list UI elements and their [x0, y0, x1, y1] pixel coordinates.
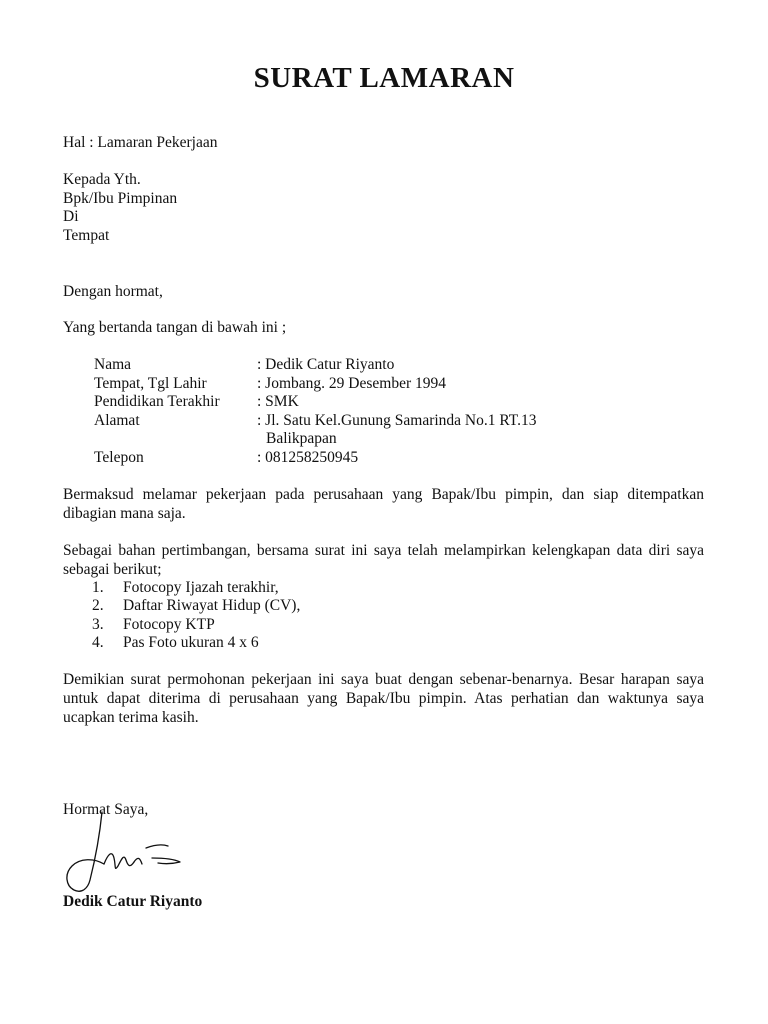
- detail-label-education: Pendidikan Terakhir: [94, 393, 220, 410]
- detail-value-name: : Dedik Catur Riyanto: [257, 356, 395, 373]
- detail-value-birth: : Jombang. 29 Desember 1994: [257, 375, 446, 392]
- detail-value-education: : SMK: [257, 393, 299, 410]
- list-item: Fotocopy KTP: [123, 616, 215, 633]
- list-item-number: 3.: [92, 616, 104, 633]
- greeting: Dengan hormat,: [63, 283, 163, 300]
- list-item-number: 1.: [92, 579, 104, 596]
- list-item-number: 4.: [92, 634, 104, 651]
- detail-label-address: Alamat: [94, 412, 140, 429]
- subject-line: Hal : Lamaran Pekerjaan: [63, 134, 218, 151]
- letter-title: SURAT LAMARAN: [253, 62, 515, 94]
- closing-paragraph: Demikian surat permohonan pekerjaan ini saya buat dengan sebenar-benarnya. Besar harapan saya untuk dapat diterima di perusahaan yang Bapak/Ibu pimpin. Atas perhatian dan waktunya saya ucapkan terima kasih.: [63, 671, 704, 726]
- attachments-intro-paragraph: Sebagai bahan pertimbangan, bersama surat ini saya telah melampirkan kelengkapan data diri saya sebagai berikut;: [63, 542, 704, 578]
- list-item-number: 2.: [92, 597, 104, 614]
- sign-off: Hormat Saya,: [63, 801, 149, 818]
- recipient-line: Kepada Yth.: [63, 171, 141, 188]
- recipient-line: Tempat: [63, 227, 110, 244]
- recipient-line: Bpk/Ibu Pimpinan: [63, 190, 178, 207]
- detail-value-phone: : 081258250945: [257, 449, 359, 466]
- detail-value-address-city: Balikpapan: [266, 430, 337, 447]
- list-item: Daftar Riwayat Hidup (CV),: [123, 597, 301, 614]
- signer-name: Dedik Catur Riyanto: [63, 893, 203, 910]
- recipient-line: Di: [63, 208, 79, 225]
- detail-value-address: : Jl. Satu Kel.Gunung Samarinda No.1 RT.13: [257, 412, 537, 429]
- list-item: Pas Foto ukuran 4 x 6: [123, 634, 259, 651]
- intro-line: Yang bertanda tangan di bawah ini ;: [63, 319, 287, 336]
- handwritten-signature: [60, 808, 200, 898]
- purpose-paragraph: Bermaksud melamar pekerjaan pada perusahaan yang Bapak/Ibu pimpin, dan siap ditempatkan dibagian mana saja.: [63, 486, 704, 522]
- detail-label-birth: Tempat, Tgl Lahir: [94, 375, 207, 392]
- list-item: Fotocopy Ijazah terakhir,: [123, 579, 279, 596]
- detail-label-name: Nama: [94, 356, 132, 373]
- detail-label-phone: Telepon: [94, 449, 144, 466]
